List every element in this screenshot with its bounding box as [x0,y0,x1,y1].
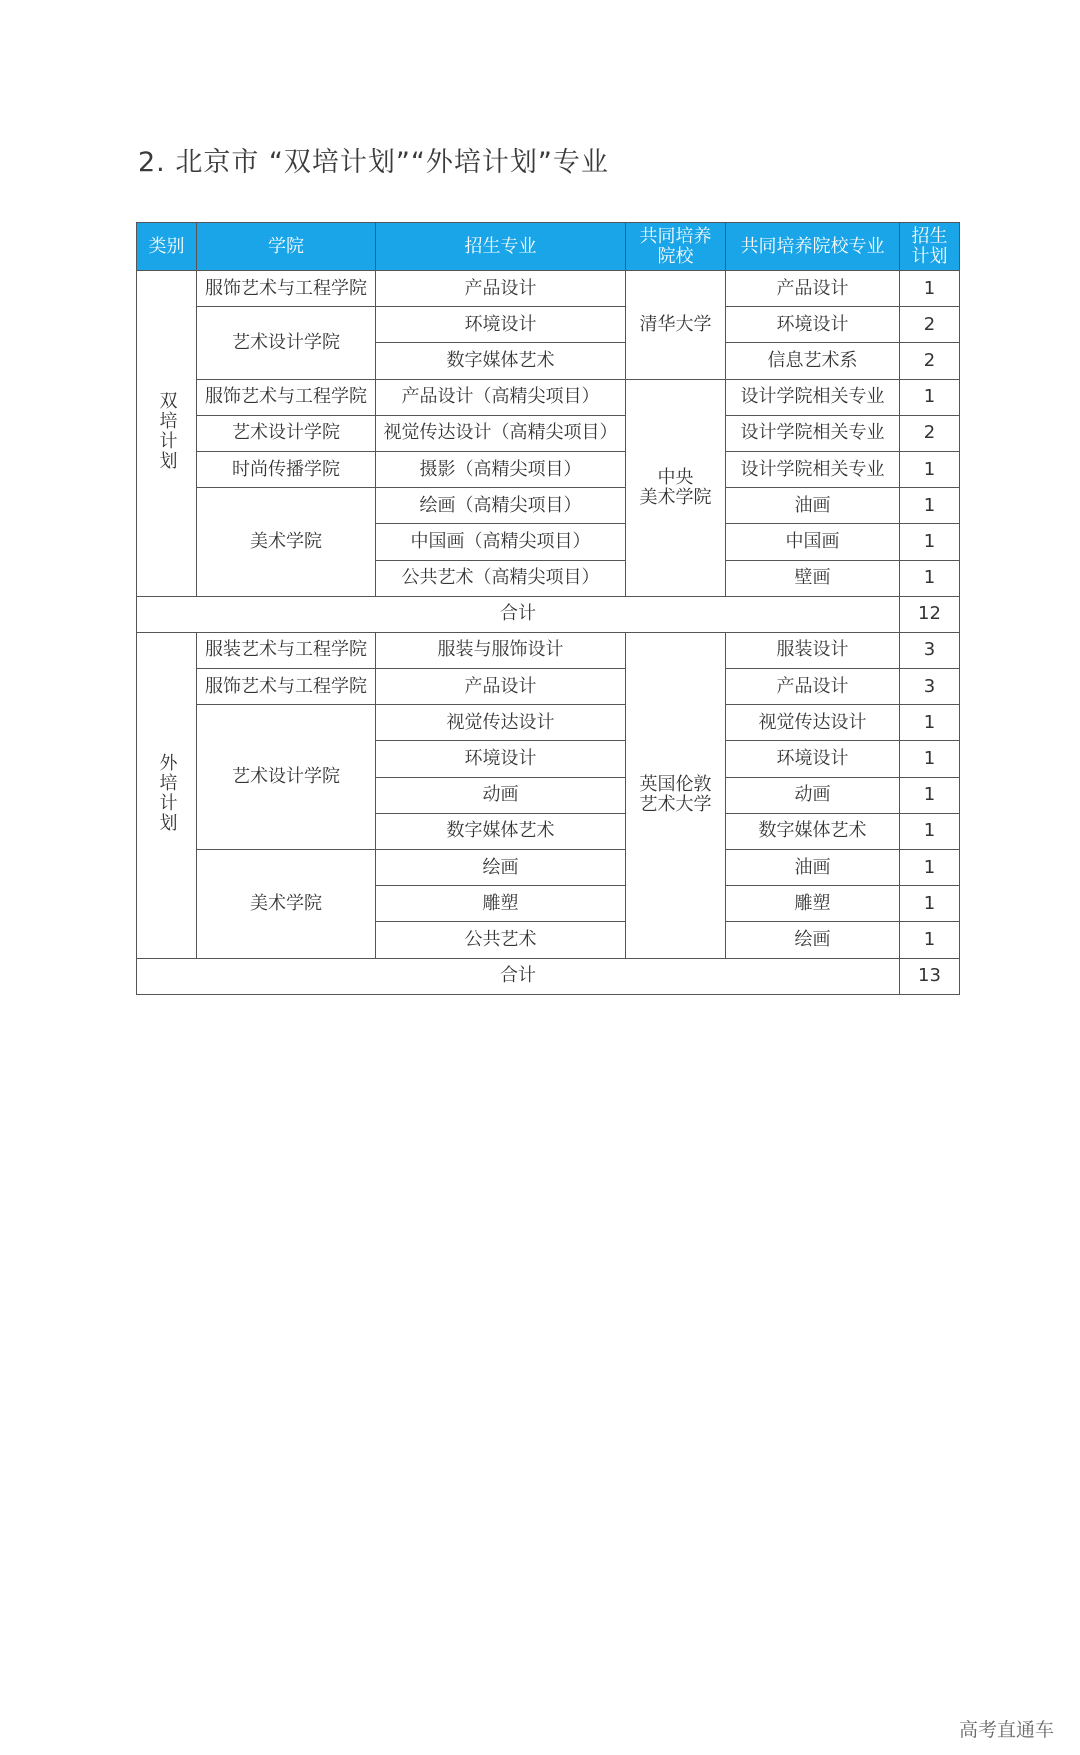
major-cell: 产品设计 [376,669,626,705]
major-cell: 绘画 [376,850,626,886]
college-cell: 服装艺术与工程学院 [197,632,376,668]
total-value: 13 [900,958,960,994]
total-label: 合计 [137,596,900,632]
quota-cell: 2 [900,415,960,451]
partner-uni-cell: 中央 美术学院 [626,379,726,596]
quota-cell: 1 [900,379,960,415]
col-major: 招生专业 [376,223,626,271]
major-cell: 数字媒体艺术 [376,343,626,379]
partner-major-cell: 视觉传达设计 [726,705,900,741]
major-cell: 环境设计 [376,741,626,777]
quota-cell: 1 [900,451,960,487]
col-partner-major: 共同培养院校专业 [726,223,900,271]
quota-cell: 1 [900,524,960,560]
category-cell [137,632,197,958]
partner-major-cell: 雕塑 [726,886,900,922]
partner-major-cell: 壁画 [726,560,900,596]
quota-cell: 3 [900,632,960,668]
partner-major-cell: 中国画 [726,524,900,560]
partner-uni-cell: 清华大学 [626,271,726,380]
major-cell: 服装与服饰设计 [376,632,626,668]
major-cell: 产品设计 [376,271,626,307]
quota-cell: 1 [900,488,960,524]
partner-major-cell: 油画 [726,488,900,524]
quota-cell: 1 [900,560,960,596]
quota-cell: 3 [900,669,960,705]
col-college: 学院 [197,223,376,271]
college-cell: 美术学院 [197,850,376,959]
partner-major-cell: 环境设计 [726,307,900,343]
table-row [137,271,960,307]
major-cell: 公共艺术（高精尖项目） [376,560,626,596]
major-cell: 中国画（高精尖项目） [376,524,626,560]
partner-major-cell: 服装设计 [726,632,900,668]
table-header [137,223,960,271]
table-row [137,488,960,524]
college-cell: 艺术设计学院 [197,705,376,850]
major-cell: 视觉传达设计（高精尖项目） [376,415,626,451]
quota-cell: 1 [900,813,960,849]
major-cell: 数字媒体艺术 [376,813,626,849]
page-heading: 2. 北京市 “双培计划”“外培计划”专业 [138,147,609,178]
college-cell: 服饰艺术与工程学院 [197,669,376,705]
partner-major-cell: 设计学院相关专业 [726,415,900,451]
table-row [137,379,960,415]
partner-major-cell: 信息艺术系 [726,343,900,379]
total-row [137,958,960,994]
table-row [137,307,960,343]
quota-cell: 1 [900,705,960,741]
partner-major-cell: 设计学院相关专业 [726,451,900,487]
major-cell: 产品设计（高精尖项目） [376,379,626,415]
quota-cell: 2 [900,307,960,343]
partner-major-cell: 动画 [726,777,900,813]
major-cell: 雕塑 [376,886,626,922]
enrollment-plan-table [136,222,960,995]
table-row [137,451,960,487]
partner-major-cell: 产品设计 [726,271,900,307]
category-cell [137,271,197,597]
college-cell: 服饰艺术与工程学院 [197,379,376,415]
partner-major-cell: 环境设计 [726,741,900,777]
quota-cell: 1 [900,741,960,777]
table-row [137,669,960,705]
college-cell: 艺术设计学院 [197,307,376,379]
table-row [137,632,960,668]
major-cell: 动画 [376,777,626,813]
quota-cell: 1 [900,271,960,307]
college-cell: 美术学院 [197,488,376,597]
table-row [137,415,960,451]
col-quota: 招生 计划 [900,223,960,271]
col-category: 类别 [137,223,197,271]
quota-cell: 1 [900,850,960,886]
college-cell: 时尚传播学院 [197,451,376,487]
partner-major-cell: 油画 [726,850,900,886]
major-cell: 公共艺术 [376,922,626,958]
quota-cell: 2 [900,343,960,379]
partner-major-cell: 数字媒体艺术 [726,813,900,849]
partner-major-cell: 绘画 [726,922,900,958]
total-value: 12 [900,596,960,632]
category-label: 双培计划 [156,390,178,471]
category-label: 外培计划 [156,752,178,833]
table-row [137,705,960,741]
major-cell: 视觉传达设计 [376,705,626,741]
college-cell: 艺术设计学院 [197,415,376,451]
watermark: 高考直通车 [958,1719,1054,1741]
quota-cell: 1 [900,777,960,813]
partner-major-cell: 设计学院相关专业 [726,379,900,415]
partner-major-cell: 产品设计 [726,669,900,705]
total-label: 合计 [137,958,900,994]
major-cell: 摄影（高精尖项目） [376,451,626,487]
total-row [137,596,960,632]
major-cell: 环境设计 [376,307,626,343]
quota-cell: 1 [900,922,960,958]
col-partner-uni: 共同培养 院校 [626,223,726,271]
partner-uni-cell: 英国伦敦 艺术大学 [626,632,726,958]
quota-cell: 1 [900,886,960,922]
table-row [137,850,960,886]
major-cell: 绘画（高精尖项目） [376,488,626,524]
college-cell: 服饰艺术与工程学院 [197,271,376,307]
